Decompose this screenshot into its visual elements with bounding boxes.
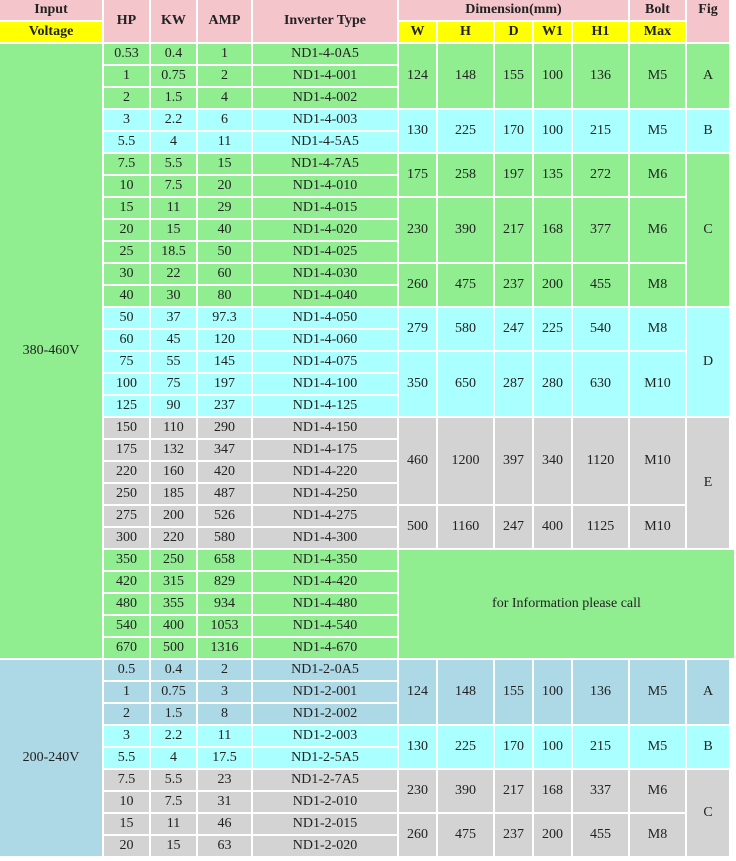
inverter-type-cell: ND1-4-540: [253, 616, 397, 636]
inverter-type-cell: ND1-4-125: [253, 396, 397, 416]
h-cell: 225: [438, 726, 493, 768]
inverter-type-cell: ND1-4-250: [253, 484, 397, 504]
hp-cell: 480: [104, 594, 149, 614]
kw-cell: 5.5: [151, 154, 196, 174]
w-cell: 279: [399, 308, 436, 350]
hp-cell: 0.53: [104, 44, 149, 64]
h1-cell: 215: [573, 110, 628, 152]
h1-cell: 455: [573, 264, 628, 306]
voltage-cell: 200-240V: [0, 660, 102, 856]
fig-cell: A: [687, 44, 729, 108]
bolt-cell: M6: [630, 154, 685, 196]
w1-cell: 135: [534, 154, 571, 196]
d-cell: 217: [495, 770, 532, 812]
h1-header: H1: [573, 22, 628, 42]
amp-cell: 1053: [198, 616, 251, 636]
kw-cell: 37: [151, 308, 196, 328]
fig-cell: B: [687, 726, 729, 768]
kw-cell: 185: [151, 484, 196, 504]
amp-cell: 3: [198, 682, 251, 702]
hp-cell: 5.5: [104, 748, 149, 768]
bolt-cell: M5: [630, 660, 685, 724]
dimension-header: Dimension(mm): [399, 0, 628, 20]
hp-cell: 75: [104, 352, 149, 372]
bolt-cell: M5: [630, 726, 685, 768]
inverter-type-cell: ND1-4-5A5: [253, 132, 397, 152]
d-cell: 155: [495, 44, 532, 108]
kw-cell: 7.5: [151, 792, 196, 812]
inverter-type-cell: ND1-2-003: [253, 726, 397, 746]
table-row: [0, 660, 734, 680]
kw-cell: 132: [151, 440, 196, 460]
hp-cell: 15: [104, 814, 149, 834]
amp-cell: 934: [198, 594, 251, 614]
hp-cell: 50: [104, 308, 149, 328]
w-header: W: [399, 22, 436, 42]
hp-cell: 60: [104, 330, 149, 350]
hp-cell: 15: [104, 198, 149, 218]
h1-cell: 1120: [573, 418, 628, 504]
hp-cell: 275: [104, 506, 149, 526]
bolt-cell: M8: [630, 308, 685, 350]
h1-cell: 377: [573, 198, 628, 262]
h-cell: 580: [438, 308, 493, 350]
kw-cell: 90: [151, 396, 196, 416]
table-row: [0, 506, 734, 526]
voltage-cell: 380-460V: [0, 44, 102, 658]
fig-cell: B: [687, 110, 729, 152]
bolt-cell: M10: [630, 418, 685, 504]
bolt-cell: M8: [630, 814, 685, 856]
inverter-type-cell: ND1-4-150: [253, 418, 397, 438]
w-cell: 124: [399, 44, 436, 108]
hp-cell: 100: [104, 374, 149, 394]
d-cell: 247: [495, 308, 532, 350]
bolt-cell: M8: [630, 264, 685, 306]
kw-cell: 11: [151, 198, 196, 218]
voltage-header: Voltage: [0, 22, 102, 42]
w1-cell: 200: [534, 264, 571, 306]
amp-cell: 29: [198, 198, 251, 218]
amp-cell: 2: [198, 660, 251, 680]
amp-cell: 46: [198, 814, 251, 834]
table-row: [0, 418, 734, 438]
inverter-type-cell: ND1-2-0A5: [253, 660, 397, 680]
amp-cell: 97.3: [198, 308, 251, 328]
hp-cell: 3: [104, 726, 149, 746]
hp-cell: 300: [104, 528, 149, 548]
kw-cell: 1.5: [151, 704, 196, 724]
bolt-cell: M10: [630, 352, 685, 416]
inverter-type-cell: ND1-4-060: [253, 330, 397, 350]
d-header: D: [495, 22, 532, 42]
h1-cell: 215: [573, 726, 628, 768]
kw-cell: 15: [151, 220, 196, 240]
h-header: H: [438, 22, 493, 42]
kw-cell: 7.5: [151, 176, 196, 196]
d-cell: 217: [495, 198, 532, 262]
kw-cell: 160: [151, 462, 196, 482]
amp-cell: 580: [198, 528, 251, 548]
kw-cell: 400: [151, 616, 196, 636]
amp-cell: 829: [198, 572, 251, 592]
hp-cell: 420: [104, 572, 149, 592]
header-row-top: [0, 0, 734, 20]
amp-cell: 420: [198, 462, 251, 482]
amp-cell: 15: [198, 154, 251, 174]
h1-cell: 272: [573, 154, 628, 196]
inverter-type-cell: ND1-4-670: [253, 638, 397, 658]
h-cell: 390: [438, 770, 493, 812]
w1-cell: 168: [534, 198, 571, 262]
input-header: Input: [0, 0, 102, 20]
kw-cell: 11: [151, 814, 196, 834]
inverter-type-cell: ND1-4-003: [253, 110, 397, 130]
h-cell: 475: [438, 264, 493, 306]
hp-cell: 3: [104, 110, 149, 130]
amp-cell: 17.5: [198, 748, 251, 768]
inverter-type-cell: ND1-2-020: [253, 836, 397, 856]
kw-cell: 75: [151, 374, 196, 394]
hp-cell: 10: [104, 792, 149, 812]
w1-cell: 340: [534, 418, 571, 504]
kw-cell: 220: [151, 528, 196, 548]
hp-cell: 250: [104, 484, 149, 504]
amp-cell: 526: [198, 506, 251, 526]
h1-cell: 455: [573, 814, 628, 856]
w1-cell: 100: [534, 110, 571, 152]
inverter-type-cell: ND1-2-002: [253, 704, 397, 724]
kw-header: KW: [151, 0, 196, 42]
hp-cell: 2: [104, 704, 149, 724]
amp-cell: 120: [198, 330, 251, 350]
hp-cell: 10: [104, 176, 149, 196]
inverter-type-cell: ND1-4-025: [253, 242, 397, 262]
d-cell: 170: [495, 726, 532, 768]
hp-cell: 40: [104, 286, 149, 306]
h1-cell: 1125: [573, 506, 628, 548]
w-cell: 130: [399, 726, 436, 768]
amp-cell: 11: [198, 132, 251, 152]
kw-cell: 45: [151, 330, 196, 350]
hp-cell: 5.5: [104, 132, 149, 152]
fig-cell: E: [687, 418, 729, 548]
h1-cell: 136: [573, 44, 628, 108]
h-cell: 258: [438, 154, 493, 196]
d-cell: 237: [495, 814, 532, 856]
table-row: [0, 770, 734, 790]
hp-cell: 20: [104, 836, 149, 856]
hp-cell: 7.5: [104, 154, 149, 174]
hp-cell: 0.5: [104, 660, 149, 680]
w1-cell: 400: [534, 506, 571, 548]
inverter-type-cell: ND1-2-001: [253, 682, 397, 702]
inverter-type-cell: ND1-2-5A5: [253, 748, 397, 768]
hp-cell: 350: [104, 550, 149, 570]
w1-header: W1: [534, 22, 571, 42]
amp-cell: 20: [198, 176, 251, 196]
kw-cell: 2.2: [151, 726, 196, 746]
w-cell: 130: [399, 110, 436, 152]
h-cell: 1160: [438, 506, 493, 548]
amp-cell: 8: [198, 704, 251, 724]
amp-cell: 40: [198, 220, 251, 240]
kw-cell: 0.75: [151, 66, 196, 86]
kw-cell: 55: [151, 352, 196, 372]
h1-cell: 136: [573, 660, 628, 724]
inverter-type-cell: ND1-2-015: [253, 814, 397, 834]
amp-cell: 237: [198, 396, 251, 416]
amp-cell: 658: [198, 550, 251, 570]
fig-cell: C: [687, 770, 729, 856]
table-row: [0, 198, 734, 218]
w-cell: 460: [399, 418, 436, 504]
amp-cell: 80: [198, 286, 251, 306]
inverter-type-cell: ND1-4-7A5: [253, 154, 397, 174]
table-row: [0, 726, 734, 746]
amp-cell: 60: [198, 264, 251, 284]
hp-cell: 1: [104, 682, 149, 702]
hp-cell: 25: [104, 242, 149, 262]
inverter-type-cell: ND1-4-002: [253, 88, 397, 108]
kw-cell: 200: [151, 506, 196, 526]
d-cell: 247: [495, 506, 532, 548]
table-row: [0, 44, 734, 64]
inverter-type-cell: ND1-4-030: [253, 264, 397, 284]
bolt-cell: M5: [630, 44, 685, 108]
kw-cell: 22: [151, 264, 196, 284]
hp-cell: 7.5: [104, 770, 149, 790]
hp-cell: 220: [104, 462, 149, 482]
amp-cell: 6: [198, 110, 251, 130]
d-cell: 287: [495, 352, 532, 416]
inverter-type-cell: ND1-4-175: [253, 440, 397, 460]
amp-cell: 1316: [198, 638, 251, 658]
spec-body: [0, 44, 734, 856]
amp-cell: 23: [198, 770, 251, 790]
amp-cell: 487: [198, 484, 251, 504]
inverter-type-cell: ND1-4-220: [253, 462, 397, 482]
inverter-type-cell: ND1-4-001: [253, 66, 397, 86]
inverter-type-cell: ND1-2-7A5: [253, 770, 397, 790]
kw-cell: 4: [151, 748, 196, 768]
hp-cell: 670: [104, 638, 149, 658]
hp-cell: 30: [104, 264, 149, 284]
kw-cell: 15: [151, 836, 196, 856]
amp-header: AMP: [198, 0, 251, 42]
w-cell: 500: [399, 506, 436, 548]
d-cell: 197: [495, 154, 532, 196]
inverter-type-cell: ND1-4-040: [253, 286, 397, 306]
h-cell: 650: [438, 352, 493, 416]
hp-header: HP: [104, 0, 149, 42]
kw-cell: 110: [151, 418, 196, 438]
table-row: [0, 814, 734, 834]
inverter-type-cell: ND1-4-100: [253, 374, 397, 394]
amp-cell: 50: [198, 242, 251, 262]
amp-cell: 63: [198, 836, 251, 856]
hp-cell: 125: [104, 396, 149, 416]
h-cell: 148: [438, 44, 493, 108]
h1-cell: 337: [573, 770, 628, 812]
h-cell: 148: [438, 660, 493, 724]
inverter-type-cell: ND1-4-050: [253, 308, 397, 328]
kw-cell: 315: [151, 572, 196, 592]
amp-cell: 290: [198, 418, 251, 438]
amp-cell: 2: [198, 66, 251, 86]
inverter-type-header: Inverter Type: [253, 0, 397, 42]
h1-cell: 540: [573, 308, 628, 350]
w1-cell: 225: [534, 308, 571, 350]
w1-cell: 100: [534, 660, 571, 724]
d-cell: 397: [495, 418, 532, 504]
hp-cell: 150: [104, 418, 149, 438]
w-cell: 230: [399, 770, 436, 812]
kw-cell: 250: [151, 550, 196, 570]
table-row: [0, 352, 734, 372]
table-row: [0, 308, 734, 328]
fig-cell: D: [687, 308, 729, 416]
max-header: Max: [630, 22, 685, 42]
w1-cell: 200: [534, 814, 571, 856]
inverter-type-cell: ND1-4-015: [253, 198, 397, 218]
kw-cell: 30: [151, 286, 196, 306]
w-cell: 350: [399, 352, 436, 416]
hp-cell: 1: [104, 66, 149, 86]
w1-cell: 100: [534, 726, 571, 768]
inverter-type-cell: ND1-4-020: [253, 220, 397, 240]
w-cell: 260: [399, 264, 436, 306]
inverter-type-cell: ND1-4-420: [253, 572, 397, 592]
kw-cell: 2.2: [151, 110, 196, 130]
h1-cell: 630: [573, 352, 628, 416]
d-cell: 155: [495, 660, 532, 724]
d-cell: 170: [495, 110, 532, 152]
w-cell: 260: [399, 814, 436, 856]
amp-cell: 31: [198, 792, 251, 812]
h-cell: 1200: [438, 418, 493, 504]
hp-cell: 2: [104, 88, 149, 108]
w-cell: 124: [399, 660, 436, 724]
amp-cell: 1: [198, 44, 251, 64]
bolt-cell: M5: [630, 110, 685, 152]
kw-cell: 1.5: [151, 88, 196, 108]
w1-cell: 100: [534, 44, 571, 108]
kw-cell: 0.75: [151, 682, 196, 702]
table-row: [0, 110, 734, 130]
bolt-cell: M6: [630, 770, 685, 812]
kw-cell: 5.5: [151, 770, 196, 790]
fig-header: Fig: [687, 0, 729, 42]
inverter-type-cell: ND1-4-300: [253, 528, 397, 548]
info-note: for Information please call: [399, 550, 734, 658]
fig-cell: C: [687, 154, 729, 306]
kw-cell: 18.5: [151, 242, 196, 262]
kw-cell: 0.4: [151, 44, 196, 64]
table-row: [0, 264, 734, 284]
w1-cell: 280: [534, 352, 571, 416]
inverter-type-cell: ND1-4-480: [253, 594, 397, 614]
hp-cell: 175: [104, 440, 149, 460]
inverter-type-cell: ND1-4-350: [253, 550, 397, 570]
table-row: [0, 154, 734, 174]
hp-cell: 540: [104, 616, 149, 636]
inverter-type-cell: ND1-4-0A5: [253, 44, 397, 64]
kw-cell: 500: [151, 638, 196, 658]
h-cell: 225: [438, 110, 493, 152]
amp-cell: 4: [198, 88, 251, 108]
amp-cell: 11: [198, 726, 251, 746]
w-cell: 175: [399, 154, 436, 196]
bolt-cell: M10: [630, 506, 685, 548]
bolt-header: Bolt: [630, 0, 685, 20]
kw-cell: 4: [151, 132, 196, 152]
hp-cell: 20: [104, 220, 149, 240]
amp-cell: 347: [198, 440, 251, 460]
amp-cell: 145: [198, 352, 251, 372]
fig-cell: A: [687, 660, 729, 724]
h-cell: 475: [438, 814, 493, 856]
inverter-type-cell: ND1-4-075: [253, 352, 397, 372]
inverter-type-cell: ND1-2-010: [253, 792, 397, 812]
h-cell: 390: [438, 198, 493, 262]
inverter-type-cell: ND1-4-275: [253, 506, 397, 526]
amp-cell: 197: [198, 374, 251, 394]
kw-cell: 355: [151, 594, 196, 614]
kw-cell: 0.4: [151, 660, 196, 680]
table-row: [0, 550, 734, 570]
d-cell: 237: [495, 264, 532, 306]
w-cell: 230: [399, 198, 436, 262]
inverter-type-cell: ND1-4-010: [253, 176, 397, 196]
w1-cell: 168: [534, 770, 571, 812]
bolt-cell: M6: [630, 198, 685, 262]
